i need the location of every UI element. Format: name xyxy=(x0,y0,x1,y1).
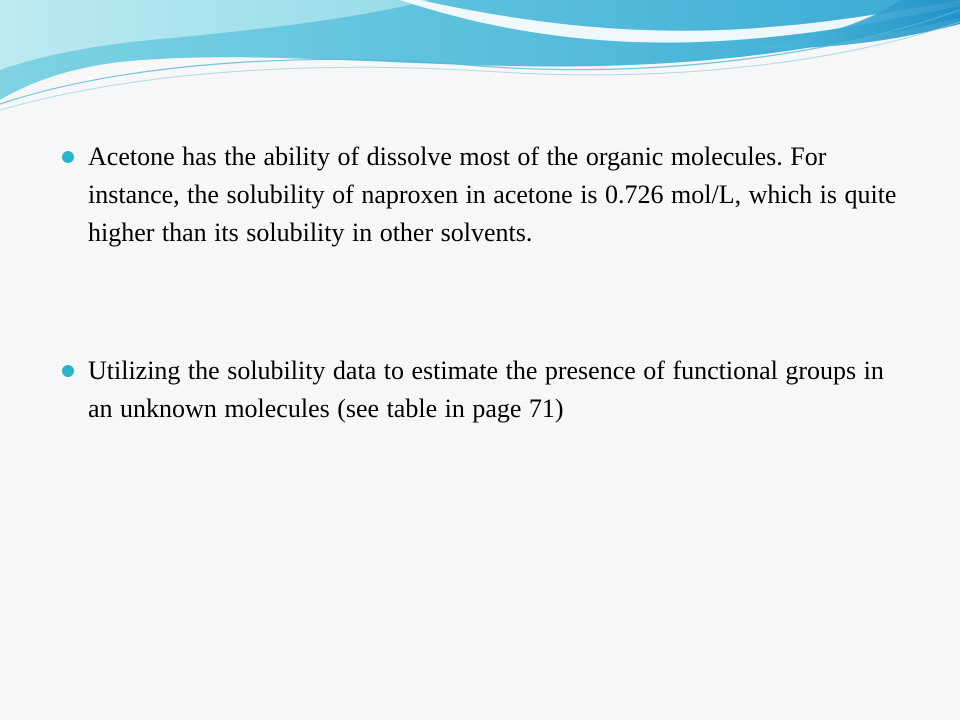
bullet-text: Utilizing the solubility data to estimate the presence of functional groups in an unknown molecules (see table in page 71) xyxy=(88,356,884,423)
bullet-text: Acetone has the ability of dissolve most of the organic molecules. For instance, the solubility of naproxen in acetone is 0.726 mol/L, which is quite higher than its solubility in other solvents. xyxy=(88,142,897,247)
bullet-dot-icon xyxy=(62,151,74,163)
bullet-item-acetone xyxy=(62,138,912,252)
header-wave-decoration xyxy=(0,0,960,120)
bullet-dot-icon xyxy=(62,365,74,377)
bullet-item-solubility-data xyxy=(62,352,912,428)
slide-body xyxy=(62,138,912,428)
